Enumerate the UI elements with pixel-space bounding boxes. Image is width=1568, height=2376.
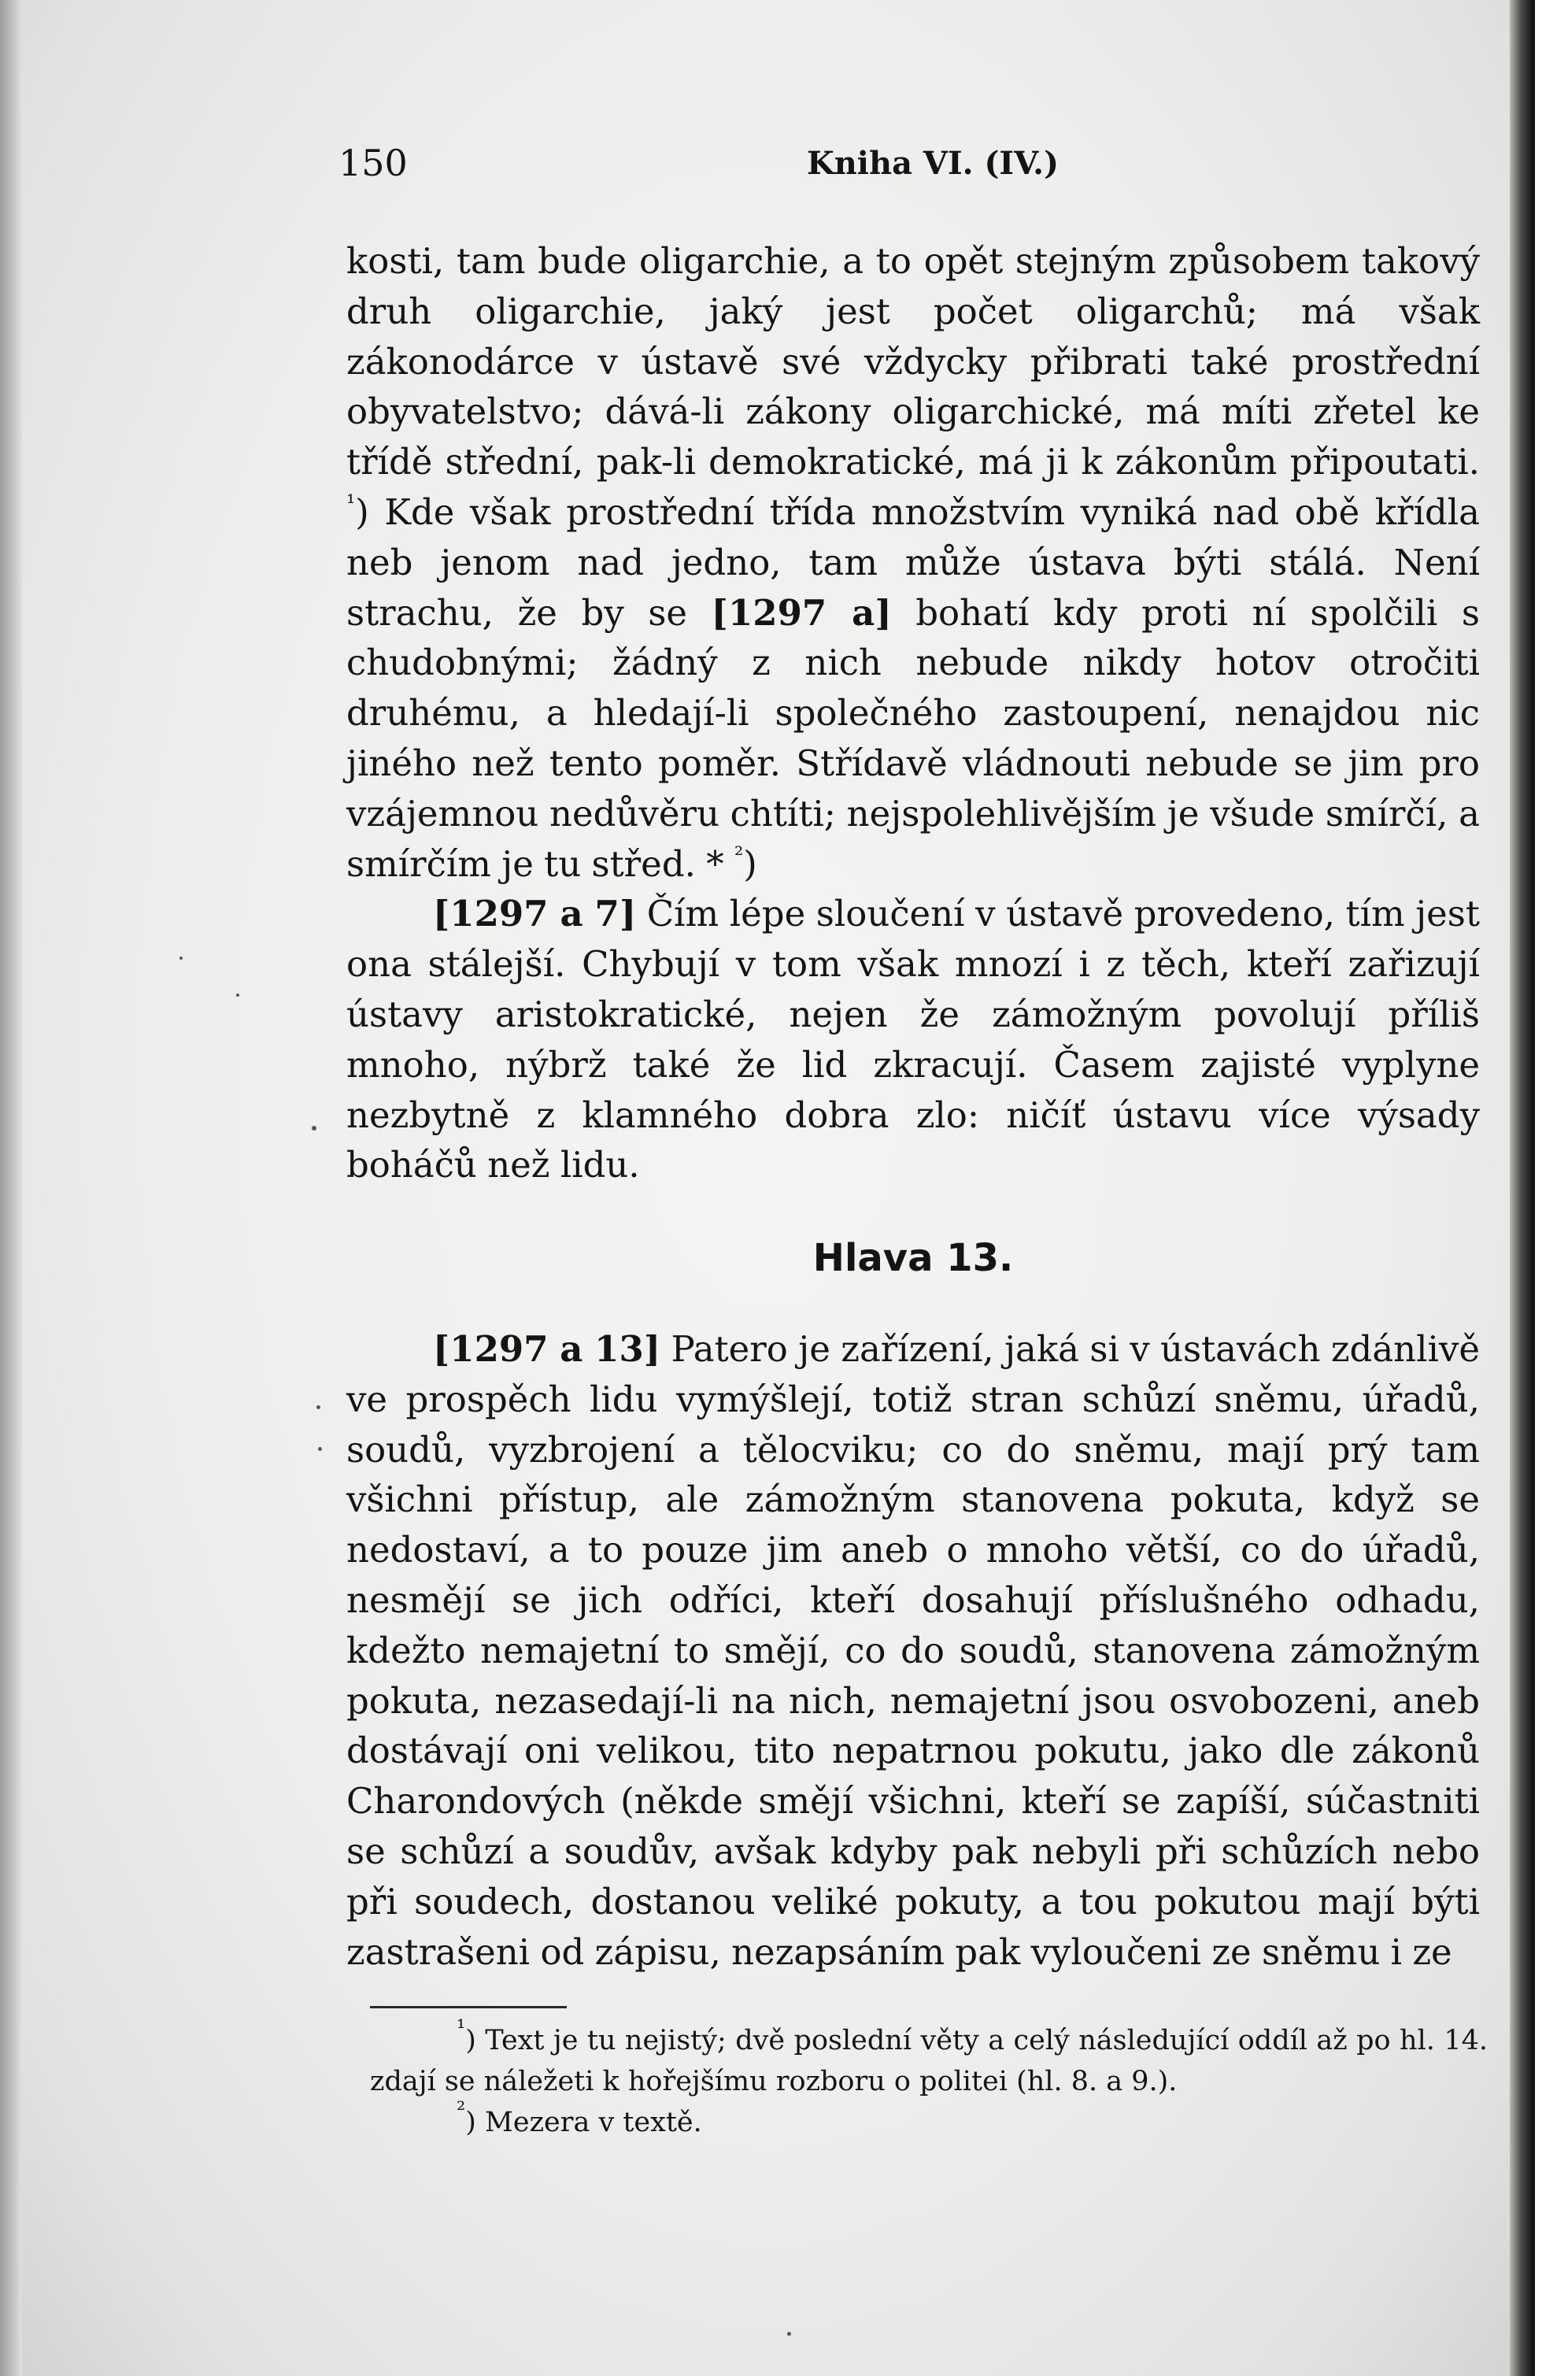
- scan-speck: [236, 994, 239, 997]
- footnote-marker: ¹: [346, 489, 356, 516]
- footnotes: [370, 2015, 1488, 2143]
- scan-speck: [787, 2332, 791, 2336]
- scan-speck: [179, 957, 183, 960]
- page-left-edge: [0, 0, 22, 2376]
- chapter-heading: Hlava 13.: [812, 1236, 1014, 1280]
- footnote: $^{^2}$) Mezera v textě.: [457, 2097, 702, 2138]
- bekker-reference: [1297 a 7]: [433, 893, 637, 935]
- footnote-marker: ¹: [457, 2015, 466, 2041]
- scan-speck: [316, 1405, 320, 1409]
- bekker-reference: [1297 a]: [711, 591, 892, 634]
- main-text: [346, 236, 1480, 1190]
- paragraph: [1297 a 7] Čím lépe sloučení v ústavě provedeno, tím jest ona stálejší. Chybují v tom však mnozí i z těch, kteří zařizují ústavy aristokratické, nejen že zámožným povolují příliš mnoho, nýbrž také že lid zkracují. Časem zajisté vyplyne nezbytně z klamného dobra zlo: ničíť ústavu více výsady boháčů než lidu.: [346, 893, 1480, 1186]
- book-label: Kniha VI. (IV.): [806, 145, 1060, 182]
- footnote-marker: ²: [457, 2097, 466, 2122]
- paragraph: [1297 a 13] Patero je zařízení, jaká si v ústavách zdánlivě ve prospěch lidu vymýšlejí, totiž stran schůzí sněmu, úřadů, soudů, vyzbrojení a tělocviku; co do sněmu, mají prý tam všichni přístup, ale zámožným stanovena pokuta, když se nedostaví, a to pouze jim aneb o mnoho větší, co do úřadů, nesmějí se jich odříci, kteří dosahují příslušného odhadu, kdežto nemajetní to smějí, co do soudů, stanovena zámožným pokuta, nezasedají-li na nich, nemajetní jsou osvobozeni, aneb dostávají oni velikou, tito nepatrnou pokutu, jako dle zákonů Charondových (někde smějí všichni, kteří se zapíší, súčastniti se schůzí a soudův, avšak kdyby pak nebyli při schůzích nebo při soudech, dostanou veliké pokuty, a tou pokutou mají býti zastrašeni od zápisu, nezapsáním pak vyloučeni ze sněmu i ze: [346, 1328, 1480, 1973]
- chapter-text: [346, 1324, 1480, 1977]
- scan-speck: [318, 1447, 322, 1451]
- page-right-edge-shadow: [1510, 0, 1535, 2376]
- footnote-separator: [370, 2006, 567, 2008]
- footnote-marker: ²: [734, 841, 744, 868]
- paragraph: kosti, tam bude oligarchie, a to opět stejným způsobem takový druh oligarchie, jaký jest počet oligarchů; má však zákonodárce v ústavě své vždycky přibrati také prostřední obyvatelstvo; dává-li zákony oligarchické, má míti zřetel ke třídě střední, pak-li demokratické, má ji k zákonům připoutati. $^{^1}$) Kde však prostřední třída množstvím vyniká nad obě křídla neb jenom nad jedno, tam může ústava býti stálá. Není strachu, že by se [1297 a] bohatí kdy proti ní spolčili s chudobnými; žádný z nich nebude nikdy hotov otročiti druhému, a hledají-li společného zastoupení, nenajdou nic jiného než tento poměr. Střídavě vládnouti nebude se jim pro vzájemnou nedůvěru chtíti; nejspolehlivějším je všude smírčí, a smírčím je tu střed. * $^{^2}$): [346, 240, 1481, 885]
- footnote: $^{^1}$) Text je tu nejistý; dvě poslední věty a celý následující oddíl až po hl. 14. zdají se náležeti k hořejšímu rozboru o politei (hl. 8. a 9.).: [370, 2015, 1488, 2097]
- scan-speck: [312, 1126, 316, 1131]
- bekker-reference: [1297 a 13]: [433, 1328, 661, 1370]
- page-number: 150: [338, 142, 408, 184]
- running-header: [338, 142, 1496, 189]
